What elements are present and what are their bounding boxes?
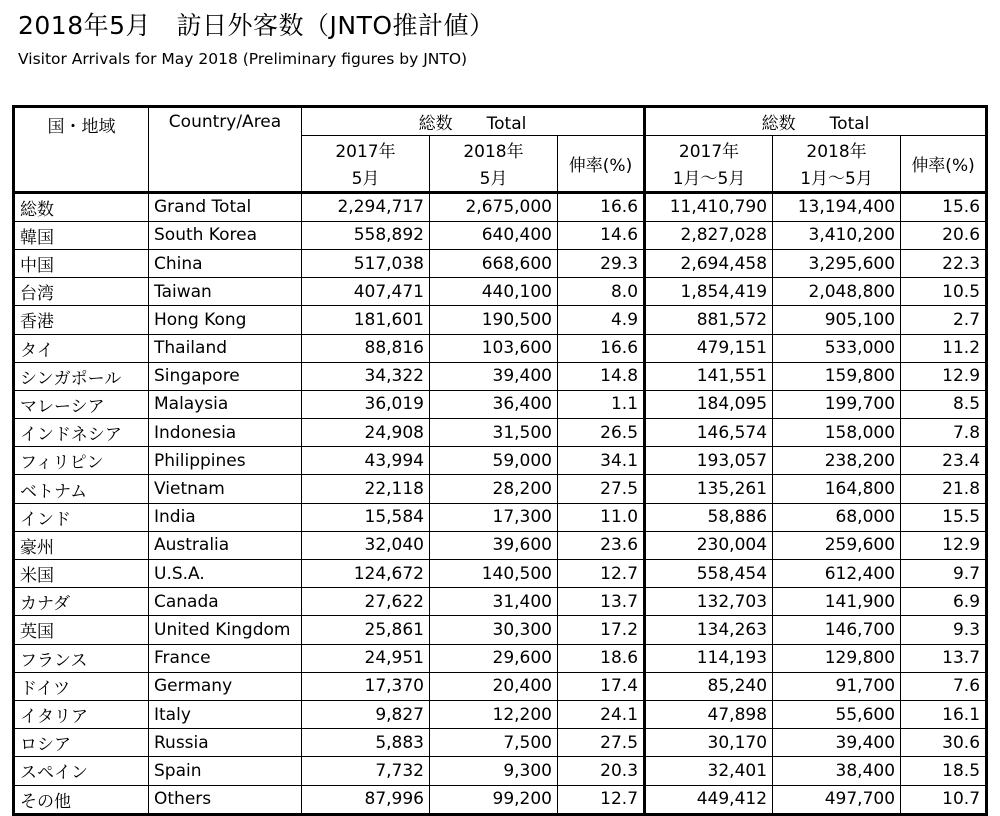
header-2017-may-line2: 5月: [302, 163, 430, 192]
may-2017-value: 2,294,717: [302, 192, 430, 221]
table-row: [14, 192, 987, 221]
country-name-jp: 香港: [14, 306, 149, 334]
ytd-2017-value: 85,240: [645, 672, 773, 700]
header-growth-may: 伸率(%): [558, 136, 645, 192]
page-subtitle: Visitor Arrivals for May 2018 (Preliminary figures by JNTO): [18, 50, 468, 68]
may-2017-value: 25,861: [302, 616, 430, 644]
page-title: 2018年5月 訪日外客数（JNTO推計値）: [18, 11, 495, 40]
ytd-2017-value: 30,170: [645, 729, 773, 757]
may-2017-value: 7,732: [302, 757, 430, 785]
table-row: [14, 419, 987, 447]
table-row: [14, 475, 987, 503]
may-2017-value: 15,584: [302, 503, 430, 531]
may-2017-value: 5,883: [302, 729, 430, 757]
ytd-growth-value: 7.8: [901, 419, 987, 447]
table-row: [14, 249, 987, 277]
may-2018-value: 30,300: [430, 616, 558, 644]
table-row: [14, 221, 987, 249]
country-name-en: South Korea: [149, 221, 302, 249]
may-growth-value: 29.3: [558, 249, 645, 277]
ytd-2017-value: 230,004: [645, 531, 773, 559]
country-name-en: Grand Total: [149, 192, 302, 221]
ytd-growth-value: 6.9: [901, 588, 987, 616]
header-group-ytd: 総数 Total: [645, 107, 987, 136]
may-2018-value: 36,400: [430, 390, 558, 418]
country-name-jp: 総数: [14, 192, 149, 221]
header-2018-may-line2: 5月: [430, 163, 558, 192]
ytd-growth-value: 18.5: [901, 757, 987, 785]
ytd-2018-value: 159,800: [773, 362, 901, 390]
table-row: [14, 447, 987, 475]
country-name-en: Russia: [149, 729, 302, 757]
ytd-growth-value: 22.3: [901, 249, 987, 277]
country-name-jp: タイ: [14, 334, 149, 362]
may-growth-value: 27.5: [558, 475, 645, 503]
country-name-en: Canada: [149, 588, 302, 616]
ytd-growth-value: 15.5: [901, 503, 987, 531]
may-growth-value: 1.1: [558, 390, 645, 418]
may-growth-value: 14.6: [558, 221, 645, 249]
country-name-jp: シンガポール: [14, 362, 149, 390]
ytd-2017-value: 146,574: [645, 419, 773, 447]
ytd-2018-value: 164,800: [773, 475, 901, 503]
country-name-en: China: [149, 249, 302, 277]
ytd-2018-value: 905,100: [773, 306, 901, 334]
ytd-2018-value: 39,400: [773, 729, 901, 757]
may-2018-value: 12,200: [430, 700, 558, 728]
ytd-2018-value: 2,048,800: [773, 278, 901, 306]
ytd-growth-value: 10.5: [901, 278, 987, 306]
table-row: [14, 306, 987, 334]
ytd-2018-value: 141,900: [773, 588, 901, 616]
may-growth-value: 26.5: [558, 419, 645, 447]
may-growth-value: 27.5: [558, 729, 645, 757]
header-2018-may-line1: 2018年: [430, 136, 558, 164]
may-2018-value: 31,500: [430, 419, 558, 447]
table-row: [14, 531, 987, 559]
may-2018-value: 2,675,000: [430, 192, 558, 221]
ytd-2017-value: 184,095: [645, 390, 773, 418]
ytd-2017-value: 141,551: [645, 362, 773, 390]
ytd-2017-value: 558,454: [645, 560, 773, 588]
ytd-2017-value: 135,261: [645, 475, 773, 503]
ytd-2018-value: 199,700: [773, 390, 901, 418]
ytd-2017-value: 58,886: [645, 503, 773, 531]
ytd-2018-value: 497,700: [773, 785, 901, 814]
table-row: [14, 362, 987, 390]
table-body: [14, 192, 987, 814]
may-2018-value: 99,200: [430, 785, 558, 814]
may-2017-value: 558,892: [302, 221, 430, 249]
table-row: [14, 700, 987, 728]
country-name-en: Indonesia: [149, 419, 302, 447]
ytd-2017-value: 132,703: [645, 588, 773, 616]
country-name-en: Singapore: [149, 362, 302, 390]
ytd-growth-value: 12.9: [901, 362, 987, 390]
header-2018-ytd-line2: 1月～5月: [773, 163, 901, 192]
country-name-en: U.S.A.: [149, 560, 302, 588]
country-name-en: Thailand: [149, 334, 302, 362]
may-2017-value: 36,019: [302, 390, 430, 418]
ytd-2017-value: 2,694,458: [645, 249, 773, 277]
country-name-en: Spain: [149, 757, 302, 785]
may-2017-value: 34,322: [302, 362, 430, 390]
ytd-growth-value: 9.7: [901, 560, 987, 588]
ytd-growth-value: 16.1: [901, 700, 987, 728]
table-row: [14, 757, 987, 785]
may-growth-value: 8.0: [558, 278, 645, 306]
ytd-growth-value: 20.6: [901, 221, 987, 249]
may-2017-value: 87,996: [302, 785, 430, 814]
country-name-jp: ドイツ: [14, 672, 149, 700]
ytd-growth-value: 7.6: [901, 672, 987, 700]
ytd-2018-value: 238,200: [773, 447, 901, 475]
may-2018-value: 17,300: [430, 503, 558, 531]
ytd-2018-value: 3,410,200: [773, 221, 901, 249]
ytd-2018-value: 91,700: [773, 672, 901, 700]
ytd-2018-value: 259,600: [773, 531, 901, 559]
ytd-2018-value: 13,194,400: [773, 192, 901, 221]
ytd-growth-value: 15.6: [901, 192, 987, 221]
may-2018-value: 140,500: [430, 560, 558, 588]
country-name-jp: フランス: [14, 644, 149, 672]
ytd-2018-value: 533,000: [773, 334, 901, 362]
ytd-2017-value: 11,410,790: [645, 192, 773, 221]
may-2018-value: 59,000: [430, 447, 558, 475]
header-2017-ytd-line1: 2017年: [645, 136, 773, 164]
country-name-en: India: [149, 503, 302, 531]
may-2018-value: 28,200: [430, 475, 558, 503]
may-2017-value: 32,040: [302, 531, 430, 559]
table-row: [14, 729, 987, 757]
may-growth-value: 34.1: [558, 447, 645, 475]
country-name-en: Australia: [149, 531, 302, 559]
ytd-2018-value: 3,295,600: [773, 249, 901, 277]
country-name-jp: ロシア: [14, 729, 149, 757]
country-name-jp: スペイン: [14, 757, 149, 785]
may-2017-value: 9,827: [302, 700, 430, 728]
may-2018-value: 7,500: [430, 729, 558, 757]
ytd-2017-value: 47,898: [645, 700, 773, 728]
may-2017-value: 24,908: [302, 419, 430, 447]
country-name-jp: イタリア: [14, 700, 149, 728]
may-2017-value: 517,038: [302, 249, 430, 277]
may-growth-value: 13.7: [558, 588, 645, 616]
may-growth-value: 17.4: [558, 672, 645, 700]
may-2018-value: 668,600: [430, 249, 558, 277]
may-2017-value: 407,471: [302, 278, 430, 306]
may-growth-value: 16.6: [558, 334, 645, 362]
ytd-growth-value: 9.3: [901, 616, 987, 644]
ytd-growth-value: 21.8: [901, 475, 987, 503]
ytd-2017-value: 114,193: [645, 644, 773, 672]
ytd-growth-value: 2.7: [901, 306, 987, 334]
country-name-en: Taiwan: [149, 278, 302, 306]
header-2017-may-line1: 2017年: [302, 136, 430, 164]
ytd-2017-value: 449,412: [645, 785, 773, 814]
ytd-2018-value: 129,800: [773, 644, 901, 672]
country-name-en: Others: [149, 785, 302, 814]
country-name-jp: 韓国: [14, 221, 149, 249]
may-growth-value: 11.0: [558, 503, 645, 531]
table-row: [14, 616, 987, 644]
table-row: [14, 644, 987, 672]
may-2017-value: 24,951: [302, 644, 430, 672]
ytd-2017-value: 134,263: [645, 616, 773, 644]
may-2018-value: 31,400: [430, 588, 558, 616]
may-2018-value: 39,600: [430, 531, 558, 559]
may-2018-value: 440,100: [430, 278, 558, 306]
country-name-jp: 英国: [14, 616, 149, 644]
ytd-growth-value: 10.7: [901, 785, 987, 814]
ytd-2017-value: 479,151: [645, 334, 773, 362]
may-growth-value: 23.6: [558, 531, 645, 559]
table-row: [14, 588, 987, 616]
may-growth-value: 20.3: [558, 757, 645, 785]
may-growth-value: 17.2: [558, 616, 645, 644]
ytd-growth-value: 8.5: [901, 390, 987, 418]
may-growth-value: 12.7: [558, 560, 645, 588]
may-growth-value: 16.6: [558, 192, 645, 221]
table-row: [14, 334, 987, 362]
ytd-growth-value: 23.4: [901, 447, 987, 475]
country-name-jp: 豪州: [14, 531, 149, 559]
country-name-en: Hong Kong: [149, 306, 302, 334]
country-name-jp: 中国: [14, 249, 149, 277]
may-growth-value: 4.9: [558, 306, 645, 334]
may-growth-value: 14.8: [558, 362, 645, 390]
header-group-may: 総数 Total: [302, 107, 645, 136]
ytd-2017-value: 193,057: [645, 447, 773, 475]
ytd-growth-value: 13.7: [901, 644, 987, 672]
table-row: [14, 672, 987, 700]
ytd-2017-value: 1,854,419: [645, 278, 773, 306]
may-growth-value: 24.1: [558, 700, 645, 728]
visitor-arrivals-table: [12, 105, 988, 816]
country-name-en: United Kingdom: [149, 616, 302, 644]
country-name-jp: ベトナム: [14, 475, 149, 503]
may-2018-value: 29,600: [430, 644, 558, 672]
header-2018-ytd-line1: 2018年: [773, 136, 901, 164]
may-growth-value: 18.6: [558, 644, 645, 672]
may-2017-value: 88,816: [302, 334, 430, 362]
country-name-jp: マレーシア: [14, 390, 149, 418]
ytd-2018-value: 68,000: [773, 503, 901, 531]
country-name-jp: カナダ: [14, 588, 149, 616]
ytd-2017-value: 881,572: [645, 306, 773, 334]
ytd-2017-value: 32,401: [645, 757, 773, 785]
may-2017-value: 27,622: [302, 588, 430, 616]
may-2018-value: 39,400: [430, 362, 558, 390]
country-name-jp: インド: [14, 503, 149, 531]
country-name-jp: フィリピン: [14, 447, 149, 475]
table-row: [14, 278, 987, 306]
table-row: [14, 503, 987, 531]
country-name-jp: 米国: [14, 560, 149, 588]
ytd-2018-value: 158,000: [773, 419, 901, 447]
may-2017-value: 43,994: [302, 447, 430, 475]
table-row: [14, 390, 987, 418]
ytd-2018-value: 55,600: [773, 700, 901, 728]
ytd-2018-value: 612,400: [773, 560, 901, 588]
may-2017-value: 181,601: [302, 306, 430, 334]
ytd-2017-value: 2,827,028: [645, 221, 773, 249]
may-2018-value: 20,400: [430, 672, 558, 700]
may-2017-value: 124,672: [302, 560, 430, 588]
may-2018-value: 103,600: [430, 334, 558, 362]
country-name-en: Italy: [149, 700, 302, 728]
country-name-jp: その他: [14, 785, 149, 814]
country-name-jp: 台湾: [14, 278, 149, 306]
header-country-jp: 国・地域: [14, 107, 149, 193]
header-growth-ytd: 伸率(%): [901, 136, 987, 192]
may-growth-value: 12.7: [558, 785, 645, 814]
country-name-en: Malaysia: [149, 390, 302, 418]
header-2017-ytd-line2: 1月～5月: [645, 163, 773, 192]
ytd-2018-value: 146,700: [773, 616, 901, 644]
table-row: [14, 560, 987, 588]
country-name-en: Vietnam: [149, 475, 302, 503]
ytd-2018-value: 38,400: [773, 757, 901, 785]
country-name-en: Germany: [149, 672, 302, 700]
ytd-growth-value: 12.9: [901, 531, 987, 559]
may-2018-value: 190,500: [430, 306, 558, 334]
country-name-en: Philippines: [149, 447, 302, 475]
may-2018-value: 640,400: [430, 221, 558, 249]
header-country-en: Country/Area: [149, 107, 302, 193]
may-2018-value: 9,300: [430, 757, 558, 785]
ytd-growth-value: 30.6: [901, 729, 987, 757]
may-2017-value: 22,118: [302, 475, 430, 503]
country-name-en: France: [149, 644, 302, 672]
may-2017-value: 17,370: [302, 672, 430, 700]
country-name-jp: インドネシア: [14, 419, 149, 447]
ytd-growth-value: 11.2: [901, 334, 987, 362]
